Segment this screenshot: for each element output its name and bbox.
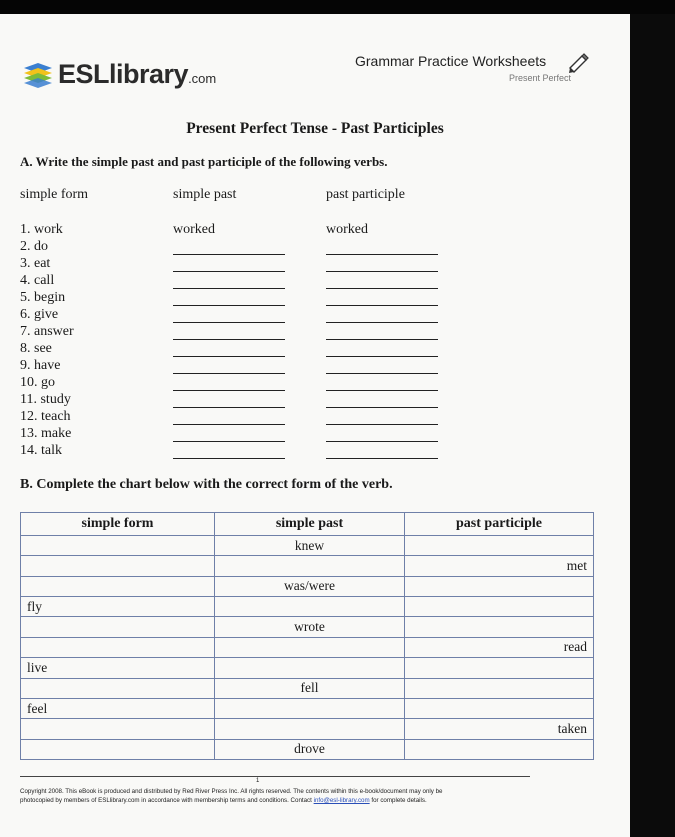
cell-simple-past: fell — [215, 678, 405, 698]
verb-item: 10. go — [20, 375, 55, 390]
esl-library-logo — [22, 54, 216, 94]
pencil-icon — [566, 50, 590, 74]
verb-chart-table — [20, 512, 594, 760]
cell-simple-form[interactable] — [21, 536, 215, 556]
table-header-past-participle: past participle — [405, 513, 594, 536]
answer-blank-past-participle[interactable] — [326, 373, 438, 374]
answer-blank-past-participle[interactable] — [326, 458, 438, 459]
answer-blank-simple-past[interactable] — [173, 322, 285, 323]
cell-simple-form[interactable] — [21, 637, 215, 657]
answer-blank-past-participle[interactable] — [326, 339, 438, 340]
verb-item: 5. begin — [20, 290, 66, 305]
cell-past-participle[interactable] — [405, 739, 594, 759]
cell-simple-form[interactable] — [21, 678, 215, 698]
cell-past-participle[interactable] — [405, 678, 594, 698]
cell-simple-past[interactable] — [215, 637, 405, 657]
table-header-simple-past: simple past — [215, 513, 405, 536]
answer-blank-past-participle[interactable] — [326, 271, 438, 272]
answer-blank-simple-past[interactable] — [173, 254, 285, 255]
verb-item: 2. do — [20, 239, 48, 254]
answer-blank-simple-past[interactable] — [173, 424, 285, 425]
section-b-instruction: B. Complete the chart below with the correct form of the verb. — [20, 477, 393, 492]
cell-simple-past[interactable] — [215, 658, 405, 678]
copyright-notice: Copyright 2008. This eBook is produced and distributed by Red River Press Inc. All rights reserved. The contents within this e-book/document may only be photocopied by members of ESLlibrary.com in accordance with membership terms and conditions. Contact info@esl-library.com for complete details. — [20, 788, 443, 804]
answer-blank-simple-past[interactable] — [173, 339, 285, 340]
cell-past-participle: met — [405, 556, 594, 576]
verb-item: 12. teach — [20, 409, 71, 424]
answer-blank-simple-past[interactable] — [173, 390, 285, 391]
table-row — [21, 658, 594, 678]
answer-blank-past-participle[interactable] — [326, 441, 438, 442]
verb-item: 8. see — [20, 341, 52, 356]
table-row — [21, 536, 594, 556]
table-row — [21, 698, 594, 718]
cell-simple-form: fly — [21, 597, 215, 617]
verb-item: 9. have — [20, 358, 61, 373]
cell-simple-form[interactable] — [21, 576, 215, 596]
answer-blank-simple-past[interactable] — [173, 288, 285, 289]
cell-past-participle[interactable] — [405, 536, 594, 556]
cell-simple-past: knew — [215, 536, 405, 556]
answer-blank-past-participle[interactable] — [326, 390, 438, 391]
answer-blank-simple-past[interactable] — [173, 305, 285, 306]
table-row — [21, 556, 594, 576]
book-stack-logo-icon — [22, 59, 54, 89]
table-row — [21, 597, 594, 617]
answer-blank-simple-past[interactable] — [173, 458, 285, 459]
example-simple-past: worked — [173, 222, 215, 237]
answer-blank-past-participle[interactable] — [326, 424, 438, 425]
cell-simple-form[interactable] — [21, 617, 215, 637]
worksheet-subtitle: Present Perfect — [509, 73, 572, 83]
verb-item: 6. give — [20, 307, 59, 322]
verb-item: 3. eat — [20, 256, 51, 271]
section-a-instruction: A. Write the simple past and past participle of the following verbs. — [20, 154, 388, 169]
table-header-row — [21, 513, 594, 536]
answer-blank-past-participle[interactable] — [326, 356, 438, 357]
cell-simple-past: wrote — [215, 617, 405, 637]
answer-blank-past-participle[interactable] — [326, 305, 438, 306]
cell-simple-past[interactable] — [215, 698, 405, 718]
example-past-participle: worked — [326, 222, 368, 237]
series-title: Grammar Practice Worksheets — [355, 53, 547, 69]
table-header-simple-form: simple form — [21, 513, 215, 536]
verb-item: 11. study — [20, 392, 71, 407]
answer-blank-past-participle[interactable] — [326, 322, 438, 323]
table-row — [21, 678, 594, 698]
verb-item: 7. answer — [20, 324, 74, 339]
table-row — [21, 739, 594, 759]
cell-past-participle[interactable] — [405, 698, 594, 718]
cell-simple-past[interactable] — [215, 556, 405, 576]
table-row — [21, 719, 594, 739]
cell-simple-form[interactable] — [21, 556, 215, 576]
worksheet-page — [0, 14, 630, 837]
cell-simple-form: feel — [21, 698, 215, 718]
top-bar — [0, 0, 675, 14]
verb-item: 14. talk — [20, 443, 62, 458]
cell-past-participle: read — [405, 637, 594, 657]
answer-blank-simple-past[interactable] — [173, 356, 285, 357]
example-verb: 1. work — [20, 222, 63, 237]
cell-simple-past[interactable] — [215, 719, 405, 739]
table-row — [21, 576, 594, 596]
column-header-simple-form: simple form — [20, 187, 89, 202]
answer-blank-simple-past[interactable] — [173, 441, 285, 442]
column-header-past-participle: past participle — [326, 187, 405, 202]
answer-blank-simple-past[interactable] — [173, 271, 285, 272]
answer-blank-past-participle[interactable] — [326, 254, 438, 255]
cell-past-participle[interactable] — [405, 658, 594, 678]
table-row — [21, 637, 594, 657]
contact-email-link[interactable]: info@esl-library.com — [313, 797, 370, 804]
cell-past-participle[interactable] — [405, 597, 594, 617]
cell-simple-past: drove — [215, 739, 405, 759]
page-number: 1 — [256, 778, 260, 784]
cell-simple-form[interactable] — [21, 739, 215, 759]
footer-divider — [20, 776, 530, 777]
answer-blank-past-participle[interactable] — [326, 288, 438, 289]
cell-past-participle[interactable] — [405, 617, 594, 637]
answer-blank-simple-past[interactable] — [173, 373, 285, 374]
cell-past-participle[interactable] — [405, 576, 594, 596]
cell-simple-form[interactable] — [21, 719, 215, 739]
cell-simple-past: was/were — [215, 576, 405, 596]
answer-blank-past-participle[interactable] — [326, 407, 438, 408]
verb-item: 4. call — [20, 273, 55, 288]
answer-blank-simple-past[interactable] — [173, 407, 285, 408]
column-header-simple-past: simple past — [173, 187, 237, 202]
verb-item: 13. make — [20, 426, 72, 441]
cell-past-participle: taken — [405, 719, 594, 739]
page-title: Present Perfect Tense - Past Participles — [186, 120, 444, 137]
table-row — [21, 617, 594, 637]
logo-text: ESLlibrary.com — [58, 58, 217, 89]
cell-simple-past[interactable] — [215, 597, 405, 617]
cell-simple-form: live — [21, 658, 215, 678]
